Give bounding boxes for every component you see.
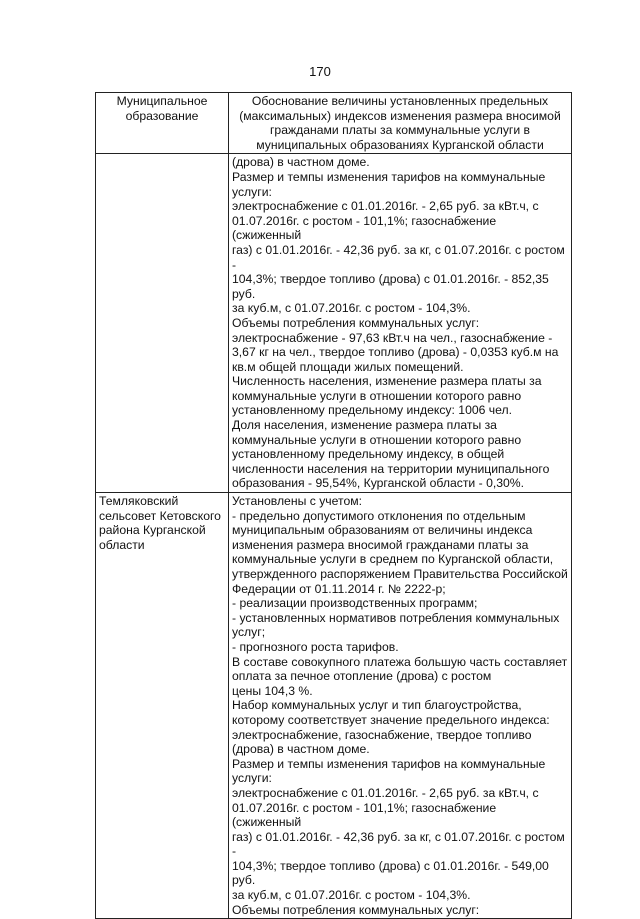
table-header-row	[96, 93, 572, 154]
justification-table	[95, 92, 572, 919]
row-justification-text: (дрова) в частном доме. Размер и темпы изменения тарифов на коммунальные услуги: электроснабжение с 01.01.2016г. - 2,65 руб. за кВт.ч, с 01.07.2016г. с ростом - 101,1%; газоснабжение (сжиженный газ) с 01.01.2016г. - 42,36 руб. за кг, с 01.07.2016г. с ростом - 104,3%; твердое топливо (дрова) с 01.01.2016г. - 852,35 руб. за куб.м, с 01.07.2016г. с ростом - 104,3%. Объемы потребления коммунальных услуг: электроснабжение - 97,63 кВт.ч на чел., газоснабжение - 3,67 кг на чел., твердое топливо (дрова) - 0,0353 куб.м на кв.м общей площади жилых помещений. Численность населения, изменение размера платы за коммунальные услуги в отношении которого равно установленному предельному индексу: 1006 чел. Доля населения, изменение размера платы за коммунальные услуги в отношении которого равно установленному предельному индексу, в общей численности населения на территории муниципального образования - 95,54%, Курганской области - 0,30%.	[229, 154, 572, 493]
header-municipality: Муниципальное образование	[96, 93, 229, 154]
table-row	[96, 154, 572, 493]
page-number: 170	[309, 64, 331, 79]
header-justification: Обоснование величины установленных предельных (максимальных) индексов изменения размера вносимой гражданами платы за коммунальные услуги в муниципальных образованиях Курганской области	[229, 93, 572, 154]
row-municipality: Темляковский сельсовет Кетовского района Курганской области	[96, 493, 229, 919]
row-municipality	[96, 154, 229, 493]
table-row	[96, 493, 572, 919]
row-justification-text: Установлены с учетом: - предельно допустимого отклонения по отдельным муниципальным образованиям от величины индекса изменения размера вносимой гражданами платы за коммунальные услуги в среднем по Курганской области, утвержденного распоряжением Правительства Российской Федерации от 01.11.2014 г. № 2222-р; - реализации производственных программ; - установленных нормативов потребления коммунальных услуг; - прогнозного роста тарифов. В составе совокупного платежа большую часть составляет оплата за печное отопление (дрова) с ростом цены 104,3 %. Набор коммунальных услуг и тип благоустройства, которому соответствует значение предельного индекса: электроснабжение, газоснабжение, твердое топливо (дрова) в частном доме. Размер и темпы изменения тарифов на коммунальные услуги: электроснабжение с 01.01.2016г. - 2,65 руб. за кВт.ч, с 01.07.2016г. с ростом - 101,1%; газоснабжение (сжиженный газ) с 01.01.2016г. - 42,36 руб. за кг, с 01.07.2016г. с ростом - 104,3%; твердое топливо (дрова) с 01.01.2016г. - 549,00 руб. за куб.м, с 01.07.2016г. с ростом - 104,3%. Объемы потребления коммунальных услуг:	[229, 493, 572, 919]
